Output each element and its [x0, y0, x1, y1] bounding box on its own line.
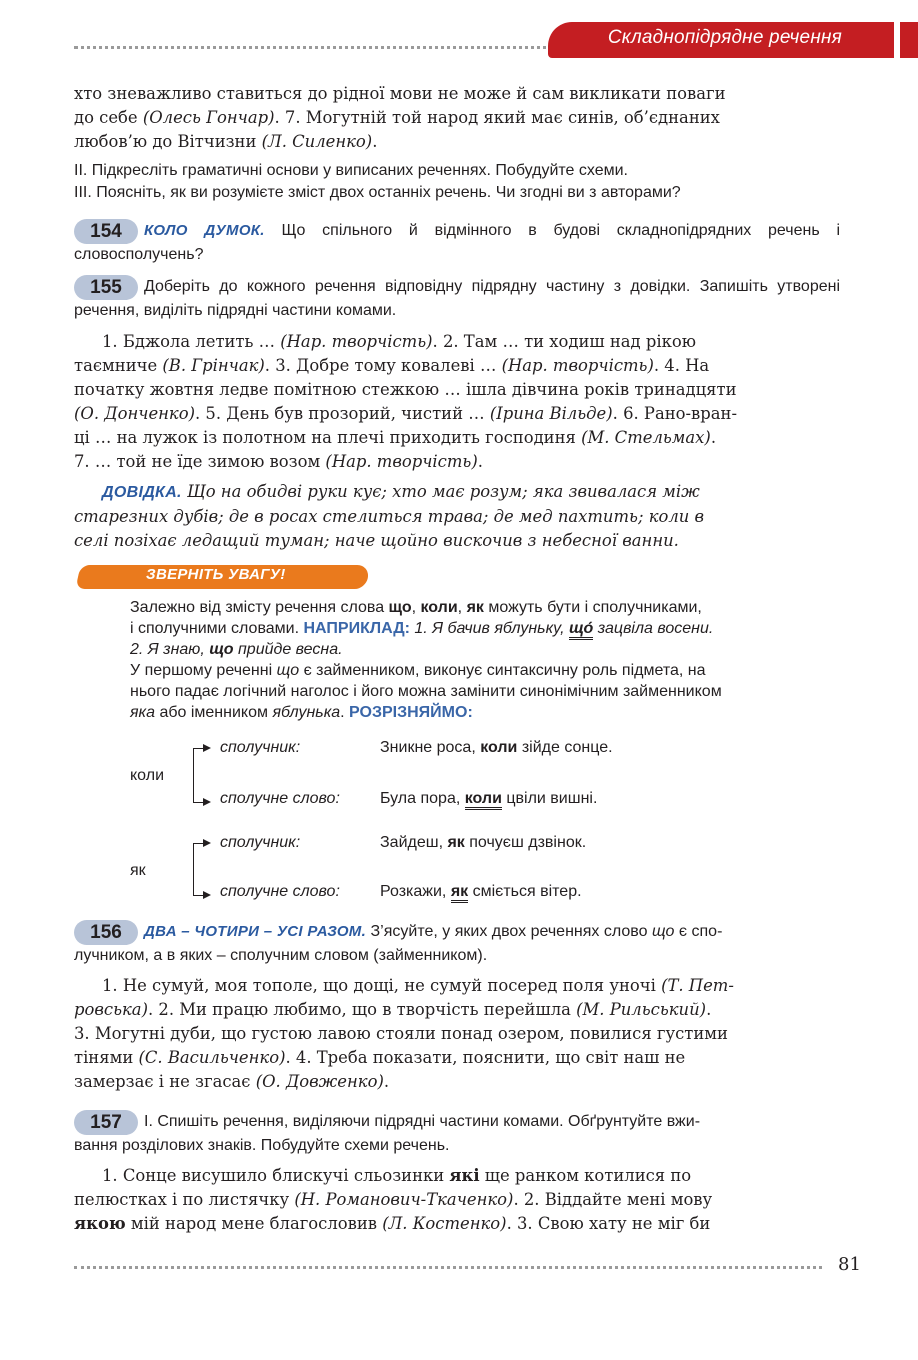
exercise-task: Доберіть до кожного речення відповідну підрядну частину з довідки. Запишіть утворені речення, виділіть підрядні частини комами.: [74, 278, 840, 319]
arrow-icon: [203, 839, 211, 847]
exercise-157-sentences: 1. Сонце висушило блискучі сльозинки які ще ранком котилися по пелюстках і по листячку (Н. Романович-Ткаченко). 2. Віддайте мені мову якою мій народ мене благословив (Л. Костенко). 3. Свою хату не міг би: [74, 1166, 713, 1233]
scheme-example: Зникне роса, коли зійде сонце.: [380, 739, 613, 756]
reference-tag: ДОВІДКА.: [102, 484, 182, 501]
example-label: НАПРИКЛАД:: [303, 620, 410, 637]
task-iii: III. Поясніть, як ви розумієте зміст двох останніх речень. Чи згодні ви з авторами?: [74, 184, 681, 201]
task-ii: II. Підкресліть граматичні основи у виписаних реченнях. Побудуйте схеми.: [74, 162, 628, 179]
scheme-example: Була пора, коли цвіли вишні.: [380, 790, 597, 808]
distinguish-label: РОЗРІЗНЯЙМО:: [349, 704, 473, 721]
scheme-kind: сполучне слово:: [220, 790, 340, 807]
exercise-number: 155: [74, 275, 138, 300]
top-text: [74, 82, 840, 154]
exercise-156-sentences: 1. Не сумуй, моя тополе, що дощі, не сумуй посеред поля уночі (Т. Пет- ровська). 2. Ми працю любимо, що в творчість перейшла (М. Рильський). 3. Могутні дуби, що густою лавою стояли понад озером, повилися густими тінями (С. Васильченко). 4. Треба показати, пояснити, що світ наш не замерзає і не згасає (О. Довженко).: [74, 976, 734, 1091]
exercise-155: [74, 275, 840, 322]
exercise-157: 157 I. Спишіть речення, виділяючи підрядні частини комами. Обґрунтуйте вжи- вання розділових знаків. Побудуйте схеми речень.: [74, 1112, 701, 1154]
exercise-155-sentences: 1. Бджола летить … (Нар. творчість). 2. Там … ти ходиш над рікою таємниче (В. Грінчак). 3. Добре тому ковалеві … (Нар. творчість). 4. На початку жовтня ледве помітною стежкою … ішла дівчина років тринадцяти (О. Донченко). 5. День був прозорий, чистий … (Ірина Вільде). 6. Рано-вран- ці … на лужок із полотном на плечі приходить господиня (М. Стельмах). 7. … той не їде зимою возом (Нар. творчість).: [74, 332, 738, 471]
arrow-icon: [203, 744, 211, 752]
scheme-word-yak: як: [130, 862, 146, 879]
attention-banner: ЗВЕРНІТЬ УВАГУ!: [78, 562, 368, 590]
page-number: 81: [838, 1254, 861, 1275]
exercise-156: 156 ДВА – ЧОТИРИ – УСІ РАЗОМ. З’ясуйте, у яких двох реченнях слово що є спо- лучником, а в яких – сполучним словом (займенником).: [74, 922, 723, 964]
bracket: [193, 748, 194, 803]
text-line: любов’ю до Вітчизни (Л. Силенко).: [74, 132, 378, 151]
exercise-number: 157: [74, 1110, 138, 1135]
exercise-tag: ДВА – ЧОТИРИ – УСІ РАЗОМ.: [144, 923, 367, 940]
scheme-example: Зайдеш, як почуєш дзвінок.: [380, 834, 587, 851]
footer-dotted-rule: [74, 1266, 822, 1269]
scheme-kind: сполучник:: [220, 739, 301, 756]
reference-block: ДОВІДКА. Що на обидві руки кує; хто має розум; яка звивалася між старезних дубів; де в росах стелиться трава; де мед пахтить; коли в селі позіхає ледащий туман; наче щойно вискочив з небесної ванни.: [74, 482, 705, 550]
attention-note: Залежно від змісту речення слова що, коли, як можуть бути і сполучниками, і сполучними словами. НАПРИКЛАД: 1. Я бачив яблуньку, що́ зацвіла восени. 2. Я знаю, що прийде весна. У першому реченні що є займенником, виконує синтаксичну роль підмета, на нього падає логічний наголос і його можна замінити синонімічним займенником яка або іменником яблунька. РОЗРІЗНЯЙМО:: [130, 599, 722, 721]
text-line: хто зневажливо ставиться до рідної мови не може й сам викликати поваги: [74, 84, 726, 103]
arrow-icon: [203, 891, 211, 899]
exercise-number: 156: [74, 920, 138, 945]
exercise-tag: КОЛО ДУМОК.: [144, 222, 265, 239]
tasks-top: [74, 160, 840, 204]
exercise-number: 154: [74, 219, 138, 244]
text-line: до себе (Олесь Гончар). 7. Могутній той народ який має синів, об’єднаних: [74, 108, 720, 127]
scheme-word-koly: коли: [130, 767, 164, 784]
scheme-example: Розкажи, як сміється вітер.: [380, 883, 582, 901]
exercise-task: Що спільного й відмінного в будові складнопідрядних речень і словосполучень?: [74, 222, 841, 263]
arrow-icon: [203, 798, 211, 806]
chapter-tab: [900, 22, 918, 58]
chapter-banner: [548, 22, 894, 58]
scheme-kind: сполучник:: [220, 834, 301, 851]
header-dotted-rule: [74, 46, 554, 49]
scheme-kind: сполучне слово:: [220, 883, 340, 900]
exercise-154: [74, 219, 840, 266]
bracket: [193, 843, 194, 896]
chapter-title: Складнопідрядне речення: [607, 27, 842, 48]
